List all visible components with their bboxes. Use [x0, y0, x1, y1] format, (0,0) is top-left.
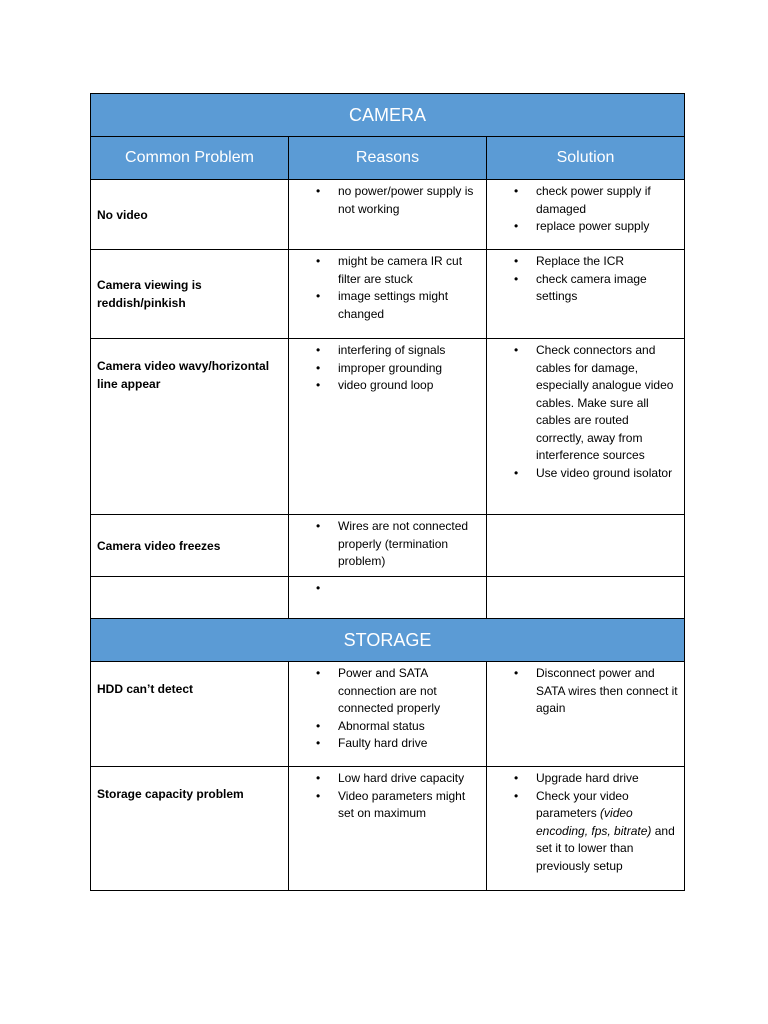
header-solution: Solution	[487, 137, 685, 180]
solution-item: • Upgrade hard drive	[536, 770, 678, 788]
solution-item: • check camera image settings	[536, 271, 678, 306]
reason-item: • might be camera IR cut filter are stuck	[338, 253, 480, 288]
problem-cell	[91, 577, 289, 619]
table-row	[91, 180, 685, 250]
solution-text: and set it to lower than previously setup	[536, 823, 675, 873]
reason-item: • no power/power supply is not working	[338, 183, 480, 218]
reason-item: • Power and SATA connection are not connected properly	[338, 665, 480, 718]
solution-item: • replace power supply	[536, 218, 678, 236]
reason-item: • interfering of signals	[338, 342, 480, 360]
solution-cell	[487, 515, 685, 577]
reason-item: • video ground loop	[338, 377, 480, 395]
solution-item: • check power supply if damaged	[536, 183, 678, 218]
reasons-cell	[289, 767, 487, 891]
solution-italic-text: (video encoding, fps, bitrate)	[536, 806, 652, 838]
reasons-cell	[289, 180, 487, 250]
reasons-cell	[289, 662, 487, 767]
reason-item: • Wires are not connected properly (termination problem)	[338, 518, 480, 571]
solution-cell	[487, 250, 685, 339]
table-row	[91, 250, 685, 339]
column-headers	[91, 137, 685, 180]
table-row	[91, 662, 685, 767]
troubleshooting-table	[90, 93, 685, 891]
reasons-cell	[289, 577, 487, 619]
camera-title: CAMERA	[91, 94, 685, 137]
solution-item: • Use video ground isolator	[536, 465, 678, 483]
reasons-cell	[289, 250, 487, 339]
table-row	[91, 767, 685, 891]
table-row	[91, 577, 685, 619]
solution-item: • Replace the ICR	[536, 253, 678, 271]
reason-item: • Faulty hard drive	[338, 735, 480, 753]
solution-item	[536, 788, 678, 876]
solution-cell	[487, 767, 685, 891]
solution-cell	[487, 339, 685, 515]
storage-section-header	[91, 619, 685, 662]
solution-text: Check your video parameters	[536, 788, 629, 820]
problem-cell: Camera viewing is reddish/pinkish	[91, 250, 289, 339]
header-reasons: Reasons	[289, 137, 487, 180]
reasons-cell	[289, 339, 487, 515]
problem-cell: HDD can’t detect	[91, 662, 289, 767]
reason-item: • Video parameters might set on maximum	[338, 788, 480, 823]
solution-cell	[487, 180, 685, 250]
reason-item: • image settings might changed	[338, 288, 480, 323]
solution-item: • Disconnect power and SATA wires then connect it again	[536, 665, 678, 718]
reason-item: • Abnormal status	[338, 718, 480, 736]
reason-item: • Low hard drive capacity	[338, 770, 480, 788]
solution-cell	[487, 577, 685, 619]
table-row	[91, 515, 685, 577]
solution-cell	[487, 662, 685, 767]
reasons-cell	[289, 515, 487, 577]
reason-item: • improper grounding	[338, 360, 480, 378]
solution-item: • Check connectors and cables for damage, especially analogue video cables. Make sure all cables are routed correctly, away from interference sources	[536, 342, 678, 465]
problem-cell: Camera video wavy/horizontal line appear	[91, 339, 289, 515]
problem-cell: No video	[91, 180, 289, 250]
header-common-problem: Common Problem	[91, 137, 289, 180]
storage-title: STORAGE	[91, 619, 685, 662]
table-row	[91, 339, 685, 515]
problem-cell: Camera video freezes	[91, 515, 289, 577]
camera-section-header	[91, 94, 685, 137]
problem-cell: Storage capacity problem	[91, 767, 289, 891]
